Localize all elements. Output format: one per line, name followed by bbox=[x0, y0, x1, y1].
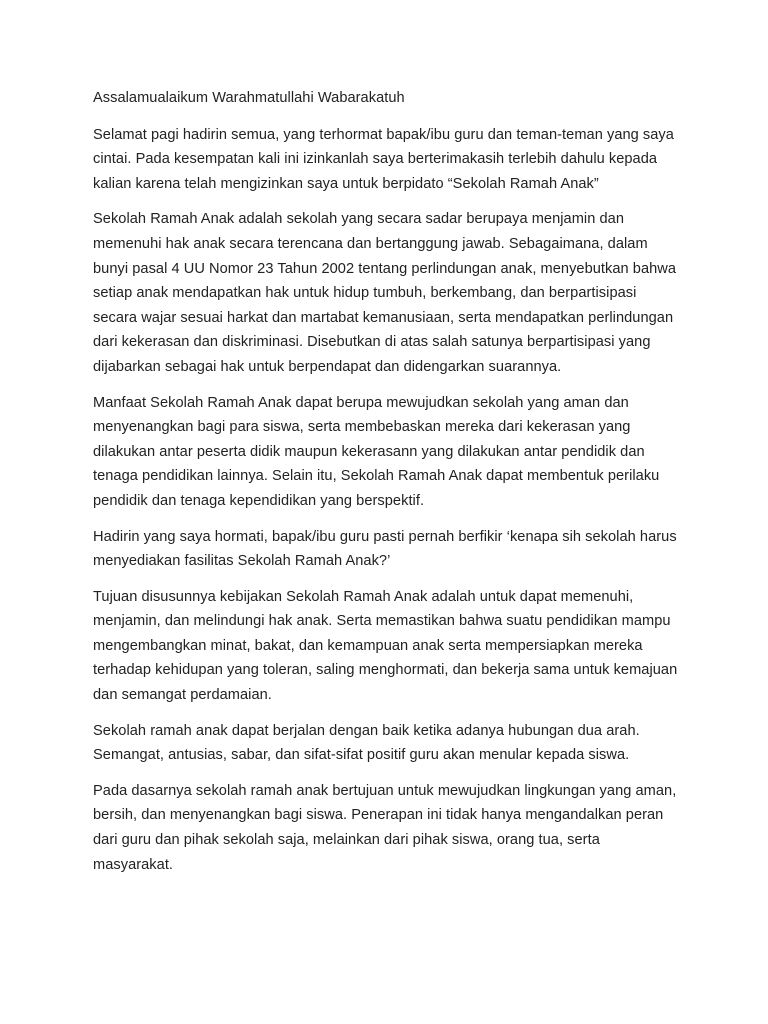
paragraph-opening: Selamat pagi hadirin semua, yang terhormat bapak/ibu guru dan teman-teman yang saya cintai. Pada kesempatan kali ini izinkanlah saya berterimakasih terlebih dahulu kepada kalian karena telah mengizinkan saya untuk berpidato “Sekolah Ramah Anak” bbox=[93, 126, 674, 192]
greeting-line: Assalamualaikum Warahmatullahi Wabarakatuh bbox=[93, 90, 405, 106]
paragraph-benefits: Manfaat Sekolah Ramah Anak dapat berupa mewujudkan sekolah yang aman dan menyenangkan bagi para siswa, serta membebaskan mereka dari kekerasan yang dilakukan antar peserta didik maupun kekerasann yang dilakukan antar pendidik dan tenaga pendidikan lainnya. Selain itu, Sekolah Ramah Anak dapat membentuk perilaku pendidik dan tenaga kependidikan yang berspektif. bbox=[93, 394, 660, 509]
paragraph-definition: Sekolah Ramah Anak adalah sekolah yang secara sadar berupaya menjamin dan memenuhi hak anak secara terencana dan bertanggung jawab. Sebagaimana, dalam bunyi pasal 4 UU Nomor 23 Tahun 2002 tentang perlindungan anak, menyebutkan bahwa setiap anak mendapatkan hak untuk hidup tumbuh, berkembang, dan berpartisipasi secara wajar sesuai harkat dan martabat kemanusiaan, serta mendapatkan perlindungan dari kekerasan dan diskriminasi. Disebutkan di atas salah satunya berpartisipasi yang dijabarkan sebagai hak untuk berpendapat dan didengarkan suarannya. bbox=[93, 211, 677, 375]
paragraph-conclusion: Pada dasarnya sekolah ramah anak bertujuan untuk mewujudkan lingkungan yang aman, bersih, dan menyenangkan bagi siswa. Penerapan ini tidak hanya mengandalkan peran dari guru dan pihak sekolah saja, melainkan dari pihak siswa, orang tua, serta masyarakat. bbox=[93, 782, 677, 873]
document-body bbox=[93, 86, 683, 888]
paragraph-purpose: Tujuan disusunnya kebijakan Sekolah Ramah Anak adalah untuk dapat memenuhi, menjamin, dan melindungi hak anak. Serta memastikan bahwa suatu pendidikan mampu mengembangkan minat, bakat, dan kemampuan anak serta mempersiapkan mereka terhadap kehidupan yang toleran, saling menghormati, dan bekerja sama untuk kemajuan dan semangat perdamaian. bbox=[93, 588, 678, 704]
paragraph-question: Hadirin yang saya hormati, bapak/ibu guru pasti pernah berfikir ‘kenapa sih sekolah harus menyediakan fasilitas Sekolah Ramah Anak?’ bbox=[93, 528, 677, 570]
paragraph-two-way: Sekolah ramah anak dapat berjalan dengan baik ketika adanya hubungan dua arah. Semangat, antusias, sabar, dan sifat-sifat positif guru akan menular kepada siswa. bbox=[93, 722, 640, 764]
